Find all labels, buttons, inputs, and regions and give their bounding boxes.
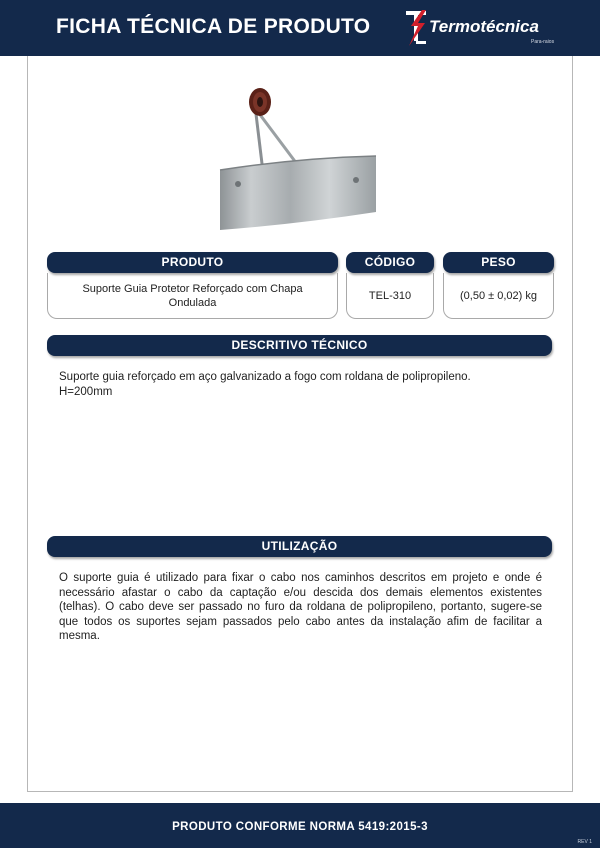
utilizacao-text: O suporte guia é utilizado para fixar o cabo nos caminhos descritos em projeto e onde é necessário afastar o cabo da captação e/ou descida dos demais elementos existentes (telhas). O cabo deve ser passado no furo da roldana de polipropileno, portanto, sugere-se que todos os suportes sejam passados pelo cabo antes da instalação afim de facilitar a mesma. bbox=[59, 572, 542, 642]
revision-label: REV 1 bbox=[577, 839, 592, 845]
produto-value bbox=[47, 273, 338, 319]
produto-value-text: Suporte Guia Protetor Reforçado com Chapa Ondulada bbox=[82, 282, 303, 309]
utilizacao-header: UTILIZAÇÃO bbox=[47, 536, 552, 557]
brand-logo bbox=[404, 8, 594, 50]
descritivo-text: Suporte guia reforçado em aço galvanizado a fogo com roldana de polipropileno. H=200mm bbox=[59, 371, 471, 398]
norma-text: PRODUTO CONFORME NORMA 5419:2015-3 bbox=[172, 821, 428, 833]
product-image bbox=[218, 84, 378, 234]
peso-value bbox=[443, 273, 554, 319]
produto-header: PRODUTO bbox=[47, 252, 338, 273]
brand-subtitle: Para-raios bbox=[531, 39, 555, 45]
peso-header: PESO bbox=[443, 252, 554, 273]
page-title: FICHA TÉCNICA DE PRODUTO bbox=[56, 15, 371, 38]
footer-bar bbox=[0, 803, 600, 848]
header-bar bbox=[0, 0, 600, 56]
codigo-value bbox=[346, 273, 434, 319]
termotecnica-logo-icon bbox=[404, 8, 430, 48]
peso-value-text: (0,50 ± 0,02) kg bbox=[460, 289, 537, 302]
descritivo-header: DESCRITIVO TÉCNICO bbox=[47, 335, 552, 356]
codigo-value-text: TEL-310 bbox=[368, 289, 412, 302]
codigo-header: CÓDIGO bbox=[346, 252, 434, 273]
brand-name: Termotécnica bbox=[429, 17, 539, 36]
